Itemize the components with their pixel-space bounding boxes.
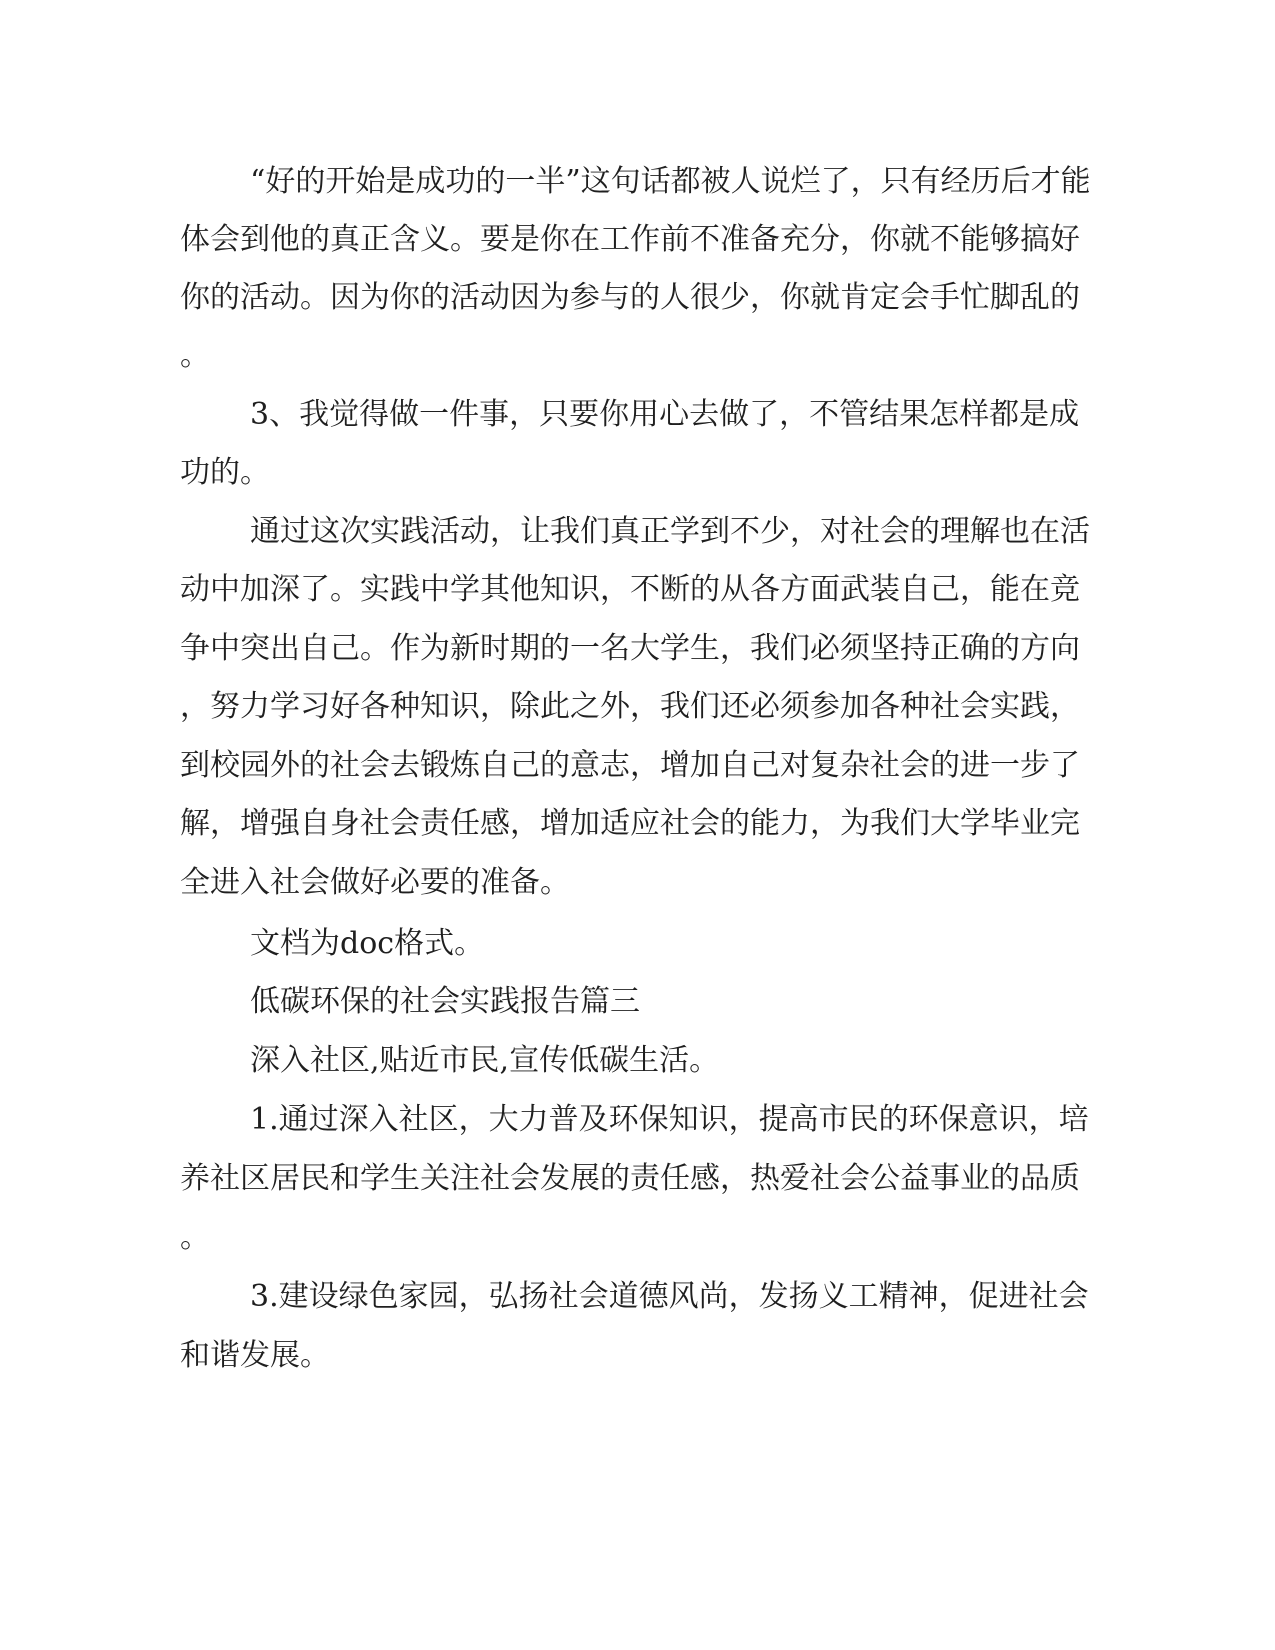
text-line: 。 [180, 338, 210, 373]
text-line: ，努力学习好各种知识，除此之外，我们还必须参加各种社会实践， [180, 689, 1080, 724]
text-line: 3.建设绿色家园，弘扬社会道德风尚，发扬义工精神，促进社会 [250, 1279, 1089, 1314]
text-line: 1.通过深入社区，大力普及环保知识，提高市民的环保意识，培 [250, 1102, 1089, 1137]
text-line: 。 [180, 1220, 210, 1255]
text-line: 文档为doc格式。 [250, 926, 485, 961]
text-line: 动中加深了。实践中学其他知识，不断的从各方面武装自己，能在竞 [180, 572, 1080, 607]
text-line: 3、我觉得做一件事，只要你用心去做了，不管结果怎样都是成 [250, 397, 1080, 432]
text-line: 到校园外的社会去锻炼自己的意志，增加自己对复杂社会的进一步了 [180, 748, 1080, 783]
text-line: 深入社区,贴近市民,宣传低碳生活。 [250, 1043, 720, 1078]
text-line: 体会到他的真正含义。要是你在工作前不准备充分，你就不能够搞好 [180, 222, 1080, 257]
text-line: 争中突出自己。作为新时期的一名大学生，我们必须坚持正确的方向 [180, 631, 1080, 666]
text-line: 通过这次实践活动，让我们真正学到不少，对社会的理解也在活 [250, 514, 1090, 549]
text-line: 养社区居民和学生关注社会发展的责任感，热爱社会公益事业的品质 [180, 1161, 1080, 1196]
text-line: “好的开始是成功的一半”这句话都被人说烂了，只有经历后才能 [250, 164, 1091, 199]
section-heading: 低碳环保的社会实践报告篇三 [250, 984, 640, 1019]
text-line: 你的活动。因为你的活动因为参与的人很少，你就肯定会手忙脚乱的 [180, 280, 1080, 315]
text-line: 和谐发展。 [180, 1338, 330, 1373]
text-line: 解，增强自身社会责任感，增加适应社会的能力，为我们大学毕业完 [180, 806, 1080, 841]
text-line: 全进入社会做好必要的准备。 [180, 865, 570, 900]
text-line: 功的。 [180, 455, 270, 490]
